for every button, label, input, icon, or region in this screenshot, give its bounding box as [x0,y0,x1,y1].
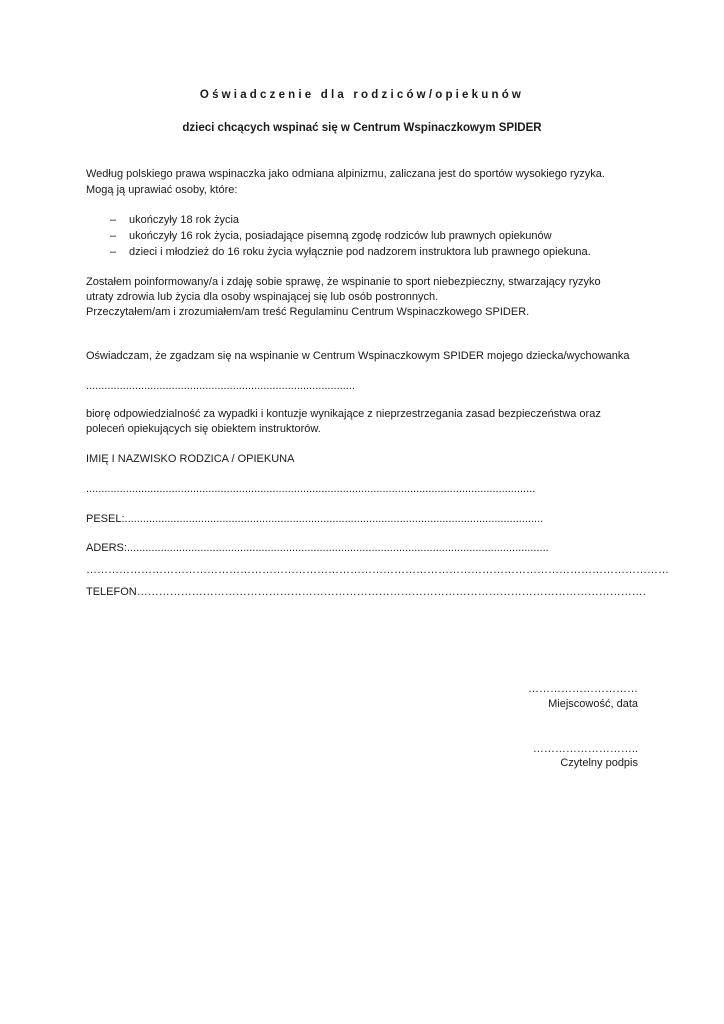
intro-line-2: Mogą ją uprawiać osoby, które: [86,184,238,196]
document-title: Oświadczenie dla rodziców/opiekunów [199,89,525,101]
responsibility-line-2: poleceń opiekujących się obiektem instruktorów. [86,423,321,435]
address-field[interactable]: ADERS:.......................................................................................................................................... [86,542,549,554]
phone-field[interactable]: TELEFON…………………………………………………………………………………………………………………………. [86,586,646,598]
pesel-field[interactable]: PESEL:......................................................................................................................................... [86,513,544,525]
bullet-marker: – [110,230,117,242]
info-line-3: Przeczytałem/am i zrozumiałem/am treść Regulaminu Centrum Wspinaczkowego SPIDER. [86,306,530,318]
bullet-item-1: ukończyły 18 rok życia [129,214,240,226]
info-line-1: Zostałem poinformowany/a i zdaję sobie sprawę, że wspinanie to sport niebezpieczny, stwarzający ryzyko [86,276,601,288]
place-date-field[interactable]: ………………………… [528,683,638,695]
signature-label: Czytelny podpis [560,757,638,769]
bullet-item-3: dzieci i młodzież do 16 roku życia wyłącznie pod nadzorem instruktora lub prawnego opiekuna. [129,246,591,258]
bullet-marker: – [110,246,117,258]
intro-line-1: Według polskiego prawa wspinaczka jako odmiana alpinizmu, zaliczana jest do sportów wysokiego ryzyka. [86,168,605,180]
consent-line: Oświadczam, że zgadzam się na wspinanie w Centrum Wspinaczkowym SPIDER mojego dziecka/wychowanka [86,350,630,362]
place-date-label: Miejscowość, data [548,698,638,710]
responsibility-line-1: biorę odpowiedzialność za wypadki i kontuzje wynikające z nieprzestrzegania zasad bezpieczeństwa oraz [86,408,601,420]
document-subtitle: dzieci chcących wspinać się w Centrum Wspinaczkowym SPIDER [182,122,542,134]
address-field-continued[interactable]: …………………………………………………………………………………………………………………………………………… [86,564,669,576]
signature-field[interactable]: ……………………….. [532,743,638,755]
bullet-marker: – [110,214,117,226]
child-name-field[interactable]: ........................................................................................ [86,380,355,392]
parent-label: IMIĘ I NAZWISKO RODZICA / OPIEKUNA [86,453,295,465]
bullet-item-2: ukończyły 16 rok życia, posiadające pisemną zgodę rodziców lub prawnych opiekunów [129,230,552,242]
info-line-2: utraty zdrowia lub życia dla osoby wspinającej się lub osób postronnych. [86,291,439,303]
parent-name-field[interactable]: ................................................................................................................................................... [86,483,536,495]
